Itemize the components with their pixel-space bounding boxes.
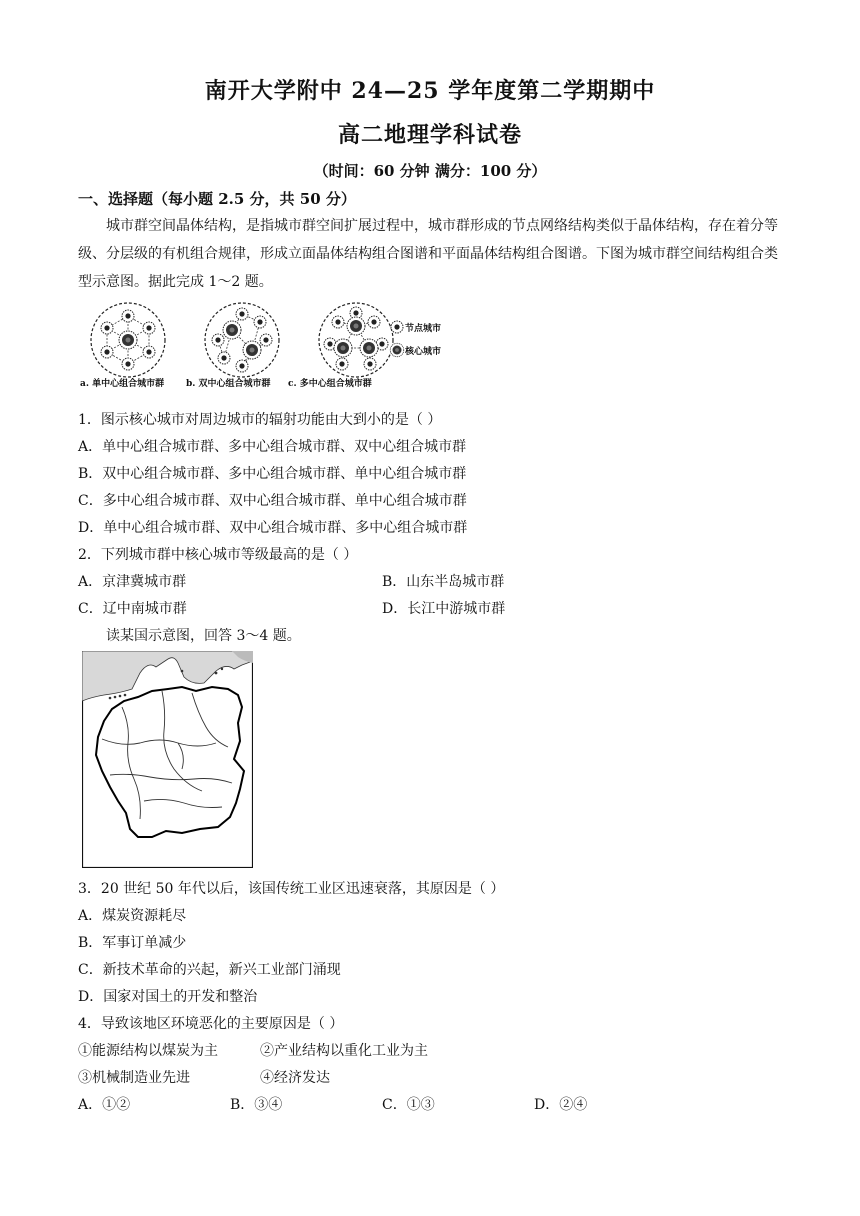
question-3-option-b[interactable]: B．军事订单减少 [78,935,187,951]
country-map [82,651,253,868]
multi-center-diagram [319,303,393,377]
question-2-option-d[interactable]: D．长江中游城市群 [382,601,506,617]
question-2-stem: 2．下列城市群中核心城市等级最高的是（ ） [78,547,358,563]
single-center-diagram [91,303,165,377]
question-3-option-c[interactable]: C．新技术革命的兴起，新兴工业部门涌现 [78,962,341,978]
question-4-item-1: ①能源结构以煤炭为主 [78,1043,218,1059]
question-3-option-a[interactable]: A．煤炭资源耗尽 [78,908,187,924]
section-heading: 一、选择题（每小题 2.5 分，共 50 分） [78,190,356,208]
caption-a: a. 单中心组合城市群 [80,379,165,389]
exam-time-score: （时间：60 分钟 满分：100 分） [313,162,547,180]
question-1-option-b[interactable]: B．双中心组合城市群、多中心组合城市群、单中心组合城市群 [78,466,467,482]
double-center-diagram [205,303,279,377]
question-3-stem: 3．20 世纪 50 年代以后，该国传统工业区迅速衰落，其原因是（ ） [78,881,505,897]
question-1-option-c[interactable]: C．多中心组合城市群、双中心组合城市群、单中心组合城市群 [78,493,467,509]
germany-outline-map [82,651,253,868]
question-2-option-a[interactable]: A．京津冀城市群 [78,574,187,590]
question-2-option-c[interactable]: C．辽中南城市群 [78,601,187,617]
legend-core-city: 核心城市 [405,347,442,357]
question-4-option-c[interactable]: C．①③ [382,1097,435,1113]
caption-b: b. 双中心组合城市群 [186,379,271,389]
map-instruction: 读某国示意图，回答 3～4 题。 [106,628,301,644]
question-4-item-4: ④经济发达 [260,1070,330,1086]
question-1-option-d[interactable]: D．单中心组合城市群、双中心组合城市群、多中心组合城市群 [78,520,468,536]
question-4-item-3: ③机械制造业先进 [78,1070,190,1086]
question-1-option-a[interactable]: A．单中心组合城市群、多中心组合城市群、双中心组合城市群 [78,439,467,455]
question-4-item-2: ②产业结构以重化工业为主 [260,1043,428,1059]
legend-node-city: 节点城市 [405,324,442,334]
legend [390,321,404,357]
exam-title-line1: 南开大学附中 24—25 学年度第二学期期中 [204,78,656,104]
section-intro: 城市群空间晶体结构，是指城市群空间扩展过程中，城市群形成的节点网络结构类似于晶体结构，存在着分等级、分层级的有机组合规律，形成立面晶体结构组合图谱和平面晶体结构组合图谱。下图为城市群空间结构组合类型示意图。据此完成 1～2 题。 [78,218,778,290]
question-4-stem: 4．导致该地区环境恶化的主要原因是（ ） [78,1016,344,1032]
question-4-option-a[interactable]: A．①② [78,1097,131,1113]
node-city-legend-icon [391,321,403,333]
question-1-stem: 1．图示核心城市对周边城市的辐射功能由大到小的是（ ） [78,412,442,428]
question-2-option-b[interactable]: B．山东半岛城市群 [382,574,505,590]
exam-title-line2: 高二地理学科试卷 [337,122,522,148]
caption-c: c. 多中心组合城市群 [288,379,372,389]
question-4-option-b[interactable]: B．③④ [230,1097,283,1113]
question-4-option-d[interactable]: D．②④ [534,1097,588,1113]
core-city-legend-icon [390,343,404,357]
question-3-option-d[interactable]: D．国家对国土的开发和整治 [78,989,258,1005]
